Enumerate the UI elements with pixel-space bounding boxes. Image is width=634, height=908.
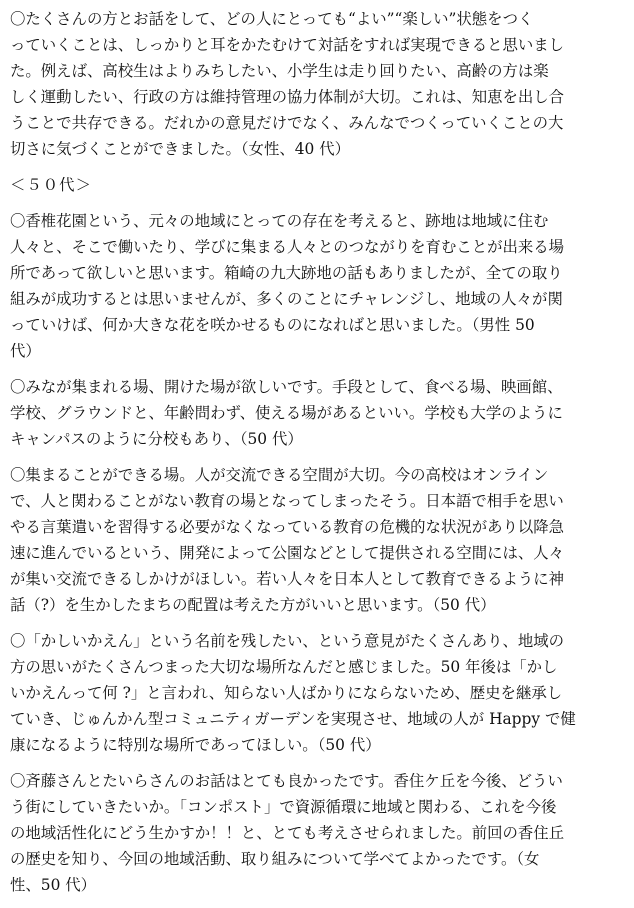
text-line: キャンパスのように分校もあり、（50 代） <box>10 430 303 448</box>
text-line: の地域活性化にどう生かすか！！と、とても考えさせられました。前回の香住丘 <box>10 824 565 842</box>
text-line: いかえんって何 ?」と言われ、知らない人ばかりにならないため、歴史を継承し <box>10 684 563 702</box>
text-line: 代） <box>10 342 41 360</box>
text-line: が集い交流できるしかけがほしい。若い人々を日本人として教育できるように神 <box>10 570 565 588</box>
comment-paragraph <box>10 628 624 758</box>
text-line: の歴史を知り、今回の地域活動、取り組みについて学べてよかったです。（女 <box>10 850 540 868</box>
text-line: う街にしていきたいか。「コンポスト」で資源循環に地域と関わる、これを今後 <box>10 798 557 816</box>
text-line: っていけば、何か大きな花を咲かせるものになればと思いました。（男性 50 <box>10 316 535 334</box>
text-line: 速に進んでいるという、開発によって公園などとして提供される空間には、人々 <box>10 544 565 562</box>
text-line: 話（?）を生かしたまちの配置は考えた方がいいと思います。（50 代） <box>10 596 496 614</box>
comment-paragraph <box>10 374 624 452</box>
text-line: 康になるように特別な場所であってほしい。（50 代） <box>10 736 381 754</box>
text-line: うことで共存できる。だれかの意見だけでなく、みんなでつくっていくことの大 <box>10 114 564 132</box>
text-line: やる言葉遣いを習得する必要がなくなっている教育の危機的な状況があり以降急 <box>10 518 565 536</box>
text-line: 〇「かしいかえん」という名前を残したい、という意見がたくさんあり、地域の <box>10 632 565 650</box>
text-line: 人々と、そこで働いたり、学びに集まる人々とのつながりを育むことが出来る場 <box>10 238 565 256</box>
text-line: 方の思いがたくさんつまった大切な場所なんだと感じました。50 年後は「かし <box>10 658 558 676</box>
text-line: 組みが成功するとは思いませんが、多くのことにチャレンジし、地域の人々が関 <box>10 290 563 308</box>
text-line: 〇香椎花園という、元々の地域にとっての存在を考えると、跡地は地域に住む <box>10 212 549 230</box>
text-line: 所であって欲しいと思います。箱崎の九大跡地の話もありましたが、全ての取り <box>10 264 563 282</box>
text-line: 〇みなが集まれる場、開けた場が欲しいです。手段として、食べる場、映画館、 <box>10 378 563 396</box>
comment-paragraph <box>10 208 624 364</box>
comment-paragraph <box>10 768 624 898</box>
text-line: 学校、グラウンドと、年齢問わず、使える場があるといい。学校も大学のように <box>10 404 563 422</box>
comment-paragraph <box>10 6 624 162</box>
text-line: 〇集まることができる場。人が交流できる空間が大切。今の高校はオンライン <box>10 466 549 484</box>
text-line: しく運動したい、行政の方は維持管理の協力体制が大切。これは、知恵を出し合 <box>10 88 565 106</box>
text-line: 〇斉藤さんとたいらさんのお話はとても良かったです。香住ケ丘を今後、どうい <box>10 772 563 790</box>
text-line: で、人と関わることがない教育の場となってしまったそう。日本語で相手を思い <box>10 492 564 510</box>
comment-paragraph <box>10 462 624 618</box>
section-heading: ＜５０代＞ <box>10 176 92 194</box>
text-line: ていき、じゅんかん型コミュニティガーデンを実現させ、地域の人が Happy で健 <box>10 710 576 728</box>
text-line: た。例えば、高校生はよりみちしたい、小学生は走り回りたい、高齢の方は楽 <box>10 62 549 80</box>
text-line: 切さに気づくことができました。（女性、40 代） <box>10 140 350 158</box>
text-line: 〇たくさんの方とお話をして、どの人にとっても“よい”“楽しい”状態をつく <box>10 10 534 28</box>
text-line: っていくことは、しっかりと耳をかたむけて対話をすれば実現できると思いまし <box>10 36 565 54</box>
text-line: 性、50 代） <box>10 876 97 894</box>
